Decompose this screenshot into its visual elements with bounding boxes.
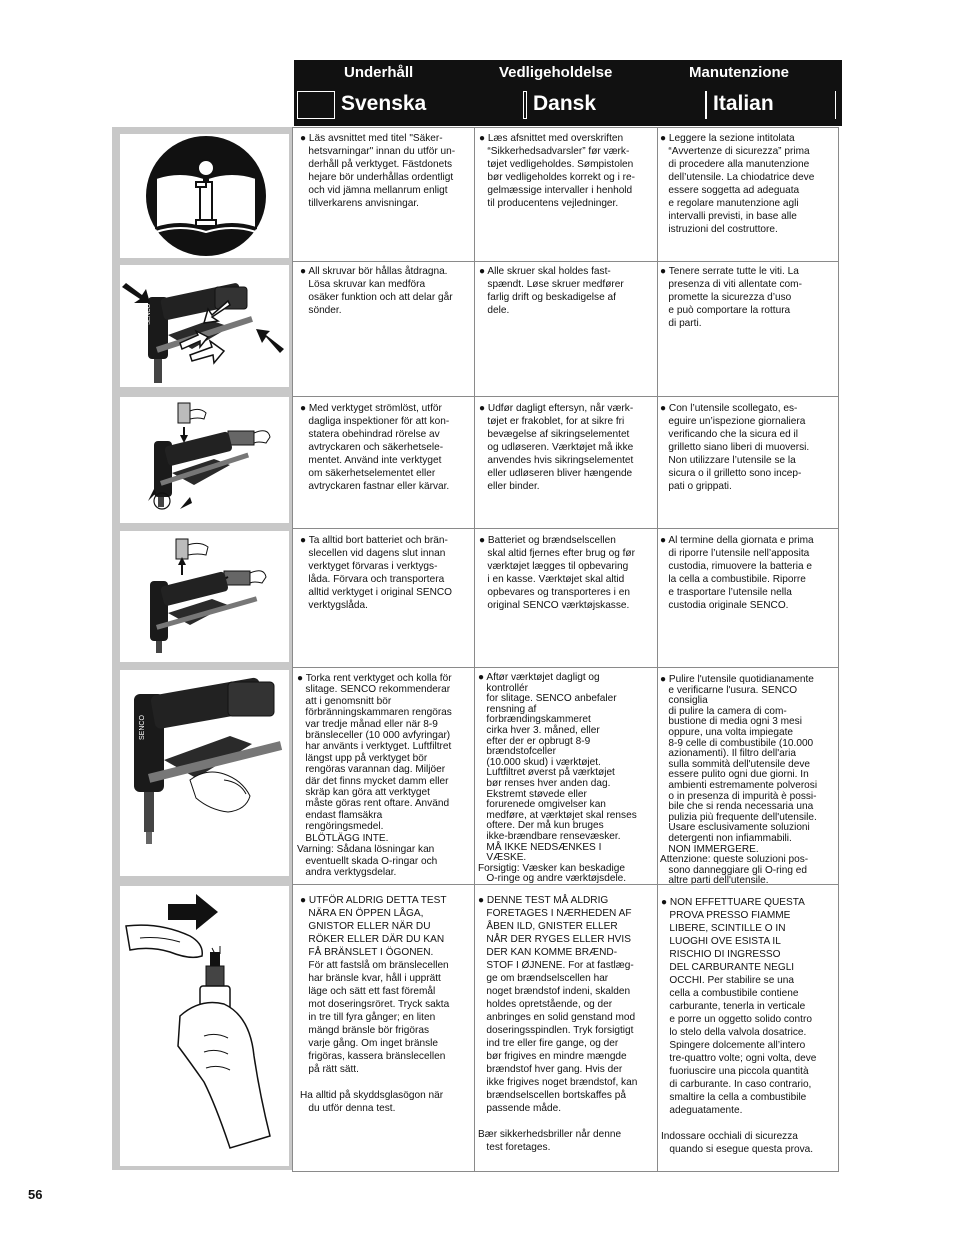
text-italian: ● Pulire l'utensile quotidianamente e verificarne l'usura. SENCO consiglia di pulire la camera di com- bustione di media ogni 3 mesi oppure, una volta impiegate 8-9 celle di combustibile (10.000 azionamenti). Il filtro dell'aria sulla sommità dell'utensile deve essere pulito ogni due giorni. In ambienti estremamente polverosi o in presenza di impurità è possi- bile che si renda necessaria una pulizia più frequente dell'utensile. Usare esclusivamente soluzioni detergenti non infiammabili. NON IMMERGERE. Attenzione: queste soluzioni pos- sono danneggiare gli O-ring ed altre parti dell'utensile.	[660, 674, 818, 887]
language-danish: Dansk	[526, 91, 706, 119]
text-italian: ● NON EFFETTUARE QUESTA PROVA PRESSO FIAMME LIBERE, SCINTILLE O IN LUOGHI OVE ESISTA IL RISCHIO DI INGRESSO DEL CARBURANTE NEGLI OCCHI. Per stabilire se una cella a combustibile contiene carburante, tenerla in verticale e porre un oggetto solido contro lo stelo della valvola dosatrice. Spingere dolcemente all’intero tre-quattro volte; ogni volta, deve fuoriuscire una piccola quantità di carburante. In caso contrario, smaltire la cella a combustibile adeguatamente. Indossare occhiali di sicurezza quando si esegue questa prova.	[661, 897, 817, 1155]
table-row	[292, 396, 839, 528]
text-swedish: ● All skruvar bör hållas åtdragna. Lösa skruvar kan medföra osäker funktion och att delar går sönder.	[300, 266, 453, 316]
brand-label: SENCO	[146, 303, 152, 325]
text-danish: ● Aftør værktøjet dagligt og kontrollér for slitage. SENCO anbefaler rensning af forbrændingskammeret cirka hver 3. måned, eller efter der er opbrugt 8-9 brændstofceller (10.000 skud) i værktøjet. Luftfiltret øverst på værktøjet bør renses hver anden dag. Ekstremt støvede eller forurenede omgivelser kan medføre, at værktøjet skal renses oftere. Der må kun bruges ikke-brændbare rensevæsker. MÅ IKKE NEDSÆNKES I VÆSKE. Forsigtig: Væsker kan beskadige O-ringe og andre værktøjsdele.	[478, 672, 637, 885]
text-danish: ● Læs afsnittet med overskriften “Sikkerhedsadvarsler” før værk- tøjet vedligeholdes. Sømpistolen bør vedligeholdes korrekt og i re- gelmæssige intervaller i henhold til producentens vejledninger.	[479, 133, 635, 209]
remove-battery-illustration	[120, 531, 289, 662]
table-row	[292, 261, 839, 396]
text-swedish: ● Med verktyget strömlöst, utför dagliga inspektioner för att kon- statera obehindrad rörelse av avtryckaren och säkerhetsele- mentet. Använd inte verktyget om säkerhetselementet eller avtryckaren fastnar eller kärvar.	[300, 403, 450, 492]
language-italian: Italian	[706, 91, 836, 119]
inspect-trigger-illustration	[120, 397, 289, 523]
subheading-danish: Vedligeholdelse	[499, 64, 613, 81]
text-italian: ● Leggere la sezione intitolata “Avvertenze di sicurezza” prima di procedere alla manutenzione dell’utensile. La chiodatrice deve essere soggetta ad adeguata e regolare manutenzione agli intervalli previsti, in base alle istruzioni del costruttore.	[660, 133, 815, 235]
arrow-icon	[256, 329, 284, 353]
info-icon	[198, 160, 214, 176]
text-italian: ● Al termine della giornata e prima di riporre l’utensile nell’apposita custodia, rimuovere la batteria e la cella a combustibile. Riporre e trasportare l’utensile nella custodia originale SENCO.	[660, 535, 814, 611]
text-swedish: ● Läs avsnittet med titel "Säker- hetsvarningar" innan du utför un- derhåll på verktyget. Fästdonets hejare bör underhållas ordentligt och vid jämna mellanrum enligt tillverkarens anvisningar.	[300, 133, 456, 209]
text-italian: ● Tenere serrate tutte le viti. La presenza di viti allentate com- promette la sicurezza d’uso e può comportare la rottura di parti.	[660, 266, 802, 329]
fuel-cell-test-illustration	[120, 886, 289, 1166]
table-row	[292, 127, 839, 261]
brand-label: SENCO	[139, 715, 146, 740]
read-manual-illustration	[120, 134, 289, 258]
text-danish: ● DENNE TEST MÅ ALDRIG FORETAGES I NÆRHEDEN AF ÅBEN ILD, GNISTER ELLER NÅR DER RYGES ELLER HVIS DER KAN KOMME BRÆND- STOF I ØJNENE. For at fastlæg- ge om brændselscellen har noget brændstof indeni, skalden holdes opretstående, og der anbringes en solid genstand mod doseringsspindlen. Tryk forsigtigt ind tre eller fire gange, og der bør frigives en mindre mængde brændstof hver gang. Hvis der ikke frigives noget brændstof, kan brændselscellen bortskaffes på passende måde. Bær sikkerhedsbriller når denne test foretages.	[478, 895, 638, 1153]
subheading-italian: Manutenzione	[689, 64, 789, 81]
page-number: 56	[28, 1187, 43, 1202]
text-swedish: ● Torka rent verktyget och kolla för slitage. SENCO rekommenderar att i genomsnitt bör förbränningskammaren rengöras var tredje månad eller när 8-9 bränsleceller (10 000 avfyringar) har använts i verktyget. Luftfiltret längst upp på verktyget bör rengöras varannan dag. Miljöer där det finns mycket damm eller skräp kan göra att verktyget måste göras rent oftare. Använd endast flamsäkra rengöringsmedel. BLÖTLÄGG INTE. Varning: Sådana lösningar kan eventuellt skada O-ringar och andra verktygsdelar.	[297, 673, 452, 878]
text-danish: ● Batteriet og brændselscellen skal altid fjernes efter brug og før værktøjet lægges til opbevaring i en kasse. Værktøjet skal altid opbevares og transporteres i en original SENCO værktøjskasse.	[479, 535, 635, 611]
tighten-screws-illustration	[120, 265, 289, 387]
language-swedish: Svenska	[334, 91, 524, 119]
text-italian: ● Con l’utensile scollegato, es- eguire un’ispezione giornaliera verificando che la sicura ed il grilletto siano liberi di muoversi. Non utilizzare l’utensile se la sicura o il grilletto sono incep- pati o grippati.	[660, 403, 810, 492]
table-row	[292, 667, 839, 887]
text-swedish: ● Ta alltid bort batteriet och brän- slecellen vid dagens slut innan verktyget förvaras i verktygs- låda. Förvara och transportera alltid verktyget i original SENCO verktygslåda.	[300, 535, 453, 611]
arrow-icon	[122, 283, 150, 303]
clean-tool-illustration	[120, 670, 289, 876]
subheading-swedish: Underhåll	[344, 64, 414, 81]
table-row	[292, 528, 839, 667]
table-row	[292, 884, 839, 1172]
text-danish: ● Alle skruer skal holdes fast- spændt. Løse skruer medfører farlig drift og beskadigelse af dele.	[479, 266, 624, 316]
text-danish: ● Udfør dagligt eftersyn, når værk- tøjet er frakoblet, for at sikre fri bevægelse af sikringselementet og udløseren. Værktøjet må ikke anvendes hvis sikringselementet eller udløseren bliver hængende eller binder.	[479, 403, 634, 492]
arrow-right-icon	[168, 894, 218, 930]
text-swedish: ● UTFÖR ALDRIG DETTA TEST NÄRA EN ÖPPEN LÅGA, GNISTOR ELLER NÄR DU RÖKER ELLER DÄR DU KAN FÅ BRÄNSLET I ÖGONEN. För att fastslå om bränslecellen har bränsle kvar, håll i upprätt läge och sätt ett fast föremål mot doseringsröret. Tryck sakta in tre till fyra gånger; en liten mängd bränsle bör frigöras varje gång. Om inget bränsle frigöras, kassera bränslecellen på rätt sätt. Ha alltid på skyddsglasögon när du utför denna test.	[300, 895, 450, 1114]
